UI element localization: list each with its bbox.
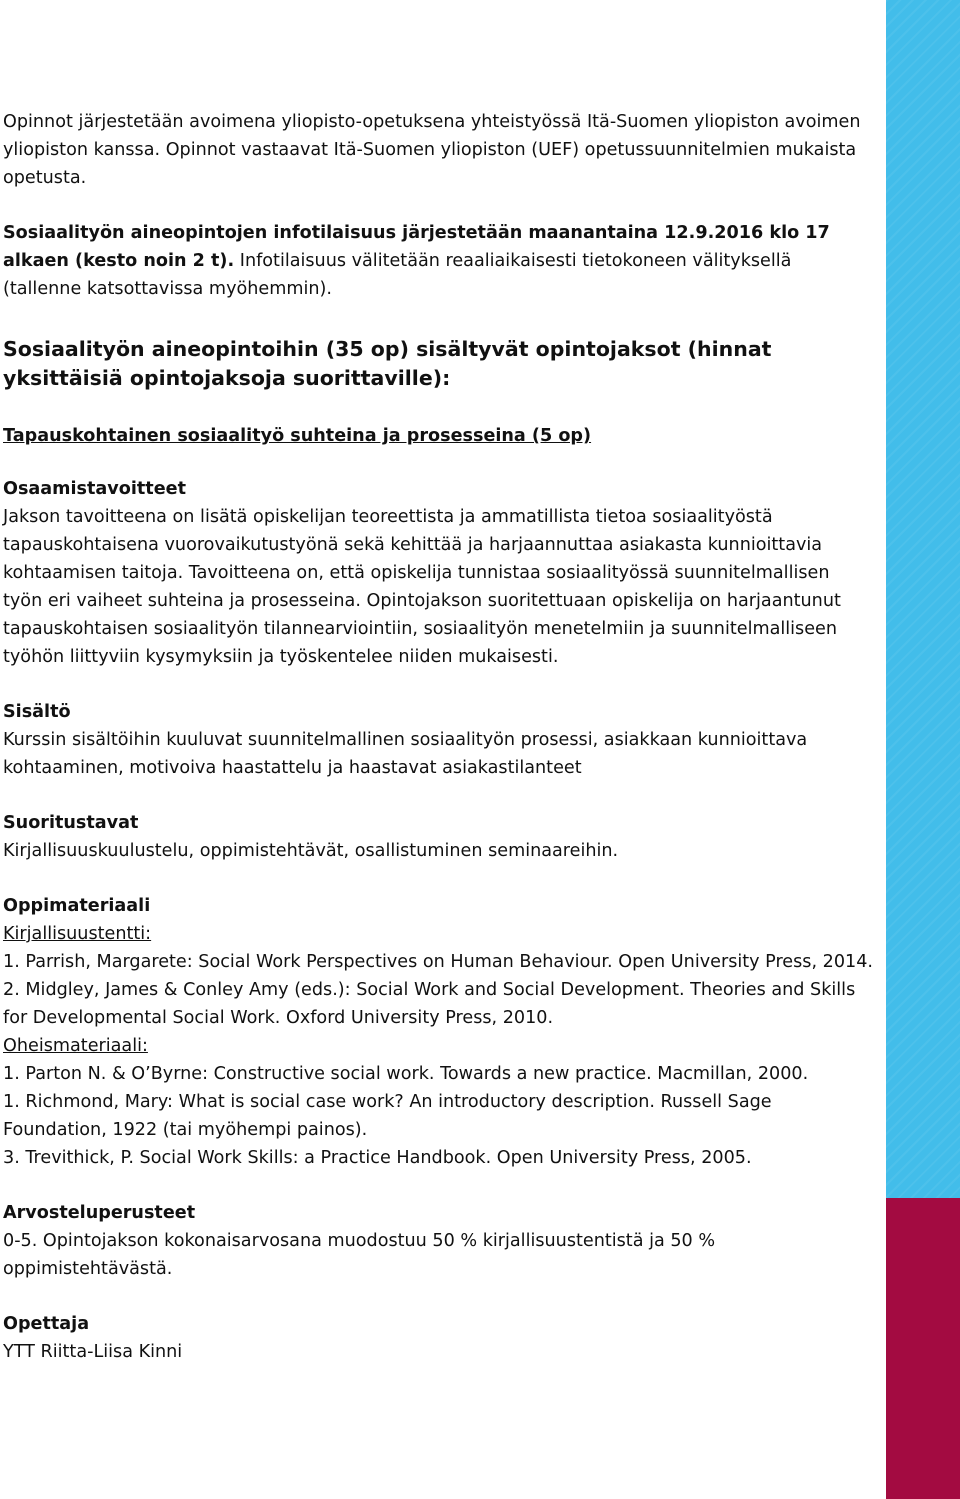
objectives-heading [3,475,873,503]
intro-paragraph: Opinnot järjestetään avoimena yliopisto-opetuksena yhteistyössä Itä-Suomen yliopiston avoimen yliopiston kanssa. Opinnot vastaavat Itä-Suomen yliopiston (UEF) opetussuunnitelmien mukaista opetusta. [3,112,861,188]
info-session-rest: Infotilaisuus välitetään reaaliaikaisesti tietokoneen välityksellä (tallenne katsottavissa myöhemmin). [3,251,792,299]
completion-heading [3,809,873,837]
info-session-paragraph [3,219,873,303]
teacher-heading [3,1310,873,1338]
course-title: Tapauskohtainen sosiaalityö suhteina ja prosesseina (5 op) [3,426,592,446]
literature-item: 2. Midgley, James & Conley Amy (eds.): Social Work and Social Development. Theories and Skills for Developmental Social Work. Oxford University Press, 2010. [3,980,856,1028]
sidebar-red-band [886,1198,960,1499]
info-session-bold: Sosiaalityön aineopintojen infotilaisuus järjestetään maanantaina 12.9.2016 klo 17 alkaen (kesto noin 2 t). [3,223,830,271]
extra-material-item: 3. Trevithick, P. Social Work Skills: a Practice Handbook. Open University Press, 2005. [3,1148,752,1168]
extra-material-item: 1. Richmond, Mary: What is social case work? An introductory description. Russell Sage Foundation, 1922 (tai myöhempi painos). [3,1092,772,1140]
materials-heading-text: Oppimateriaali [3,896,151,916]
extra-material-label: Oheismateriaali: [3,1036,148,1056]
materials-heading [3,892,873,920]
decorative-sidebar [886,0,960,1499]
literature-item: 1. Parrish, Margarete: Social Work Perspectives on Human Behaviour. Open University Press, 2014. [3,952,874,972]
literature-label: Kirjallisuustentti: [3,924,152,944]
content-heading-text: Sisältö [3,702,71,722]
teacher-heading-text: Opettaja [3,1314,90,1334]
objectives-heading-text: Osaamistavoitteet [3,479,186,499]
objectives-text: Jakson tavoitteena on lisätä opiskelijan teoreettista ja ammatillista tietoa sosiaalityöstä tapauskohtaisena vuorovaikutustyönä sekä kehittää ja harjaannuttaa asiakasta kunnioittavia kohtaamisen taitoja. Tavoitteena on, että opiskelija tunnistaa sosiaalityössä suunnitelmallisen työn eri vaiheet suhteina ja prosesseina. Opintojakson suoritettuaan opiskelija on harjaantunut tapauskohtaisen sosiaalityön tilannearviointiin, sosiaalityön menetelmiin ja suunnitelmalliseen työhön liittyviin kysymyksiin ja työskentelee niiden mukaisesti. [3,507,841,667]
grading-text: 0-5. Opintojakson kokonaisarvosana muodostuu 50 % kirjallisuustentistä ja 50 % oppimistehtävästä. [3,1231,716,1279]
document-body [3,108,873,1366]
content-text: Kurssin sisältöihin kuuluvat suunnitelmallinen sosiaalityön prosessi, asiakkaan kunnioittava kohtaaminen, motivoiva haastattelu ja haastavat asiakastilanteet [3,730,808,778]
completion-heading-text: Suoritustavat [3,813,139,833]
content-heading [3,698,873,726]
grading-heading-text: Arvosteluperusteet [3,1203,196,1223]
grading-heading [3,1199,873,1227]
extra-material-item: 1. Parton N. & O’Byrne: Constructive social work. Towards a new practice. Macmillan, 2000. [3,1064,809,1084]
section-heading: Sosiaalityön aineopintoihin (35 op) sisältyvät opintojaksot (hinnat yksittäisiä opintojaksoja suorittaville): [3,337,772,390]
teacher-name: YTT Riitta-Liisa Kinni [3,1342,183,1362]
sidebar-blue-band [886,0,960,1198]
completion-text: Kirjallisuuskuulustelu, oppimistehtävät, osallistuminen seminaareihin. [3,841,619,861]
